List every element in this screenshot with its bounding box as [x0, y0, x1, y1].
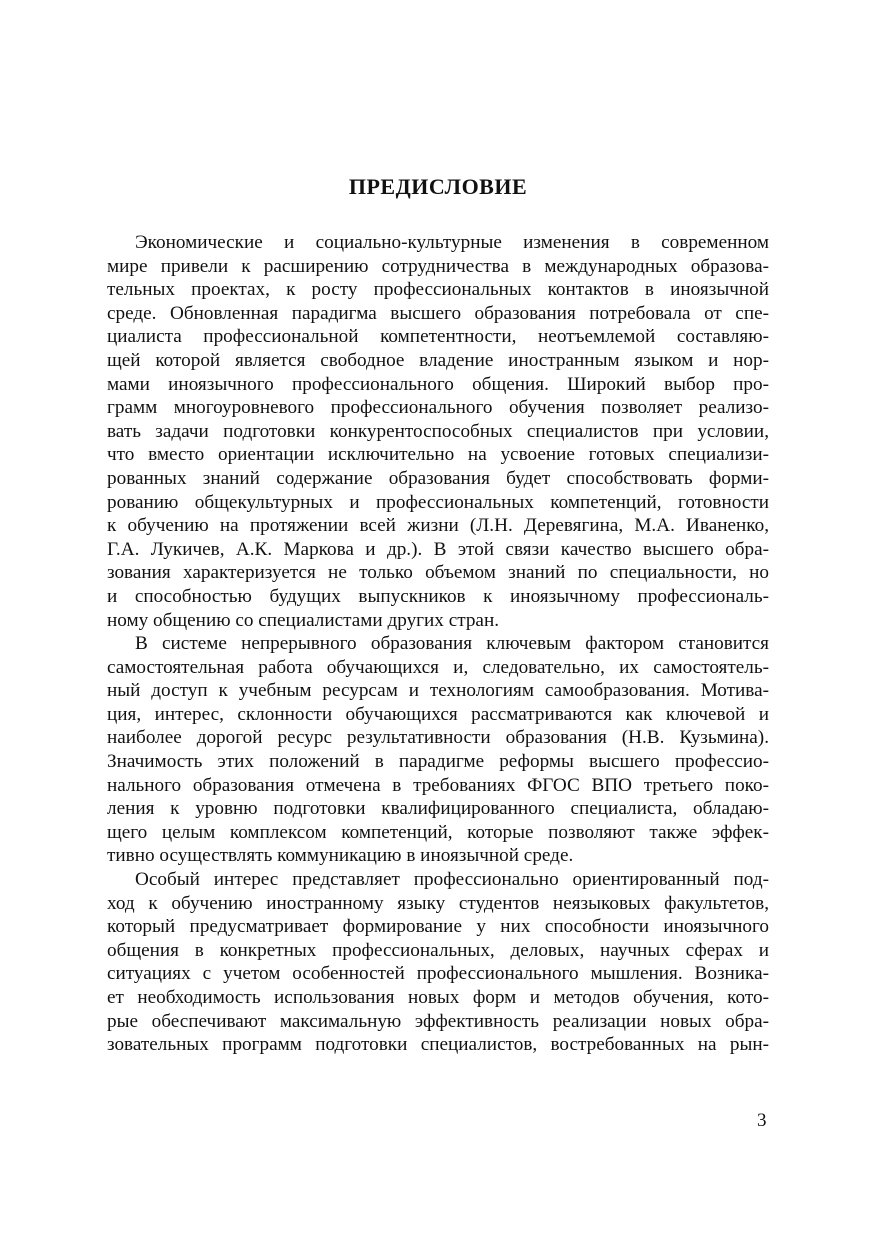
text-line: Экономические и социально-культурные изменения в современном: [135, 232, 769, 253]
text-line: мире привели к расширению сотрудничества в международных образова-: [107, 255, 769, 277]
page-title: ПРЕДИСЛОВИЕ: [348, 174, 528, 199]
text-line: ет необходимость использования новых форм и методов обучения, кото-: [107, 987, 769, 1008]
text-line: нального образования отмечена в требованиях ФГОС ВПО третьего поко-: [107, 774, 769, 796]
text-line: зовательных программ подготовки специалистов, востребованных на рын-: [107, 1034, 769, 1056]
text-line: тельных проектах, к росту профессиональных контактов в иноязычной: [107, 279, 769, 301]
text-line: самостоятельная работа обучающихся и, следовательно, их самостоятель-: [107, 656, 769, 678]
text-line: Г.А. Лукичев, А.К. Маркова и др.). В этой связи качество высшего обра-: [107, 538, 769, 560]
text-line: щей которой является свободное владение иностранным языком и нор-: [107, 349, 769, 371]
text-line: ход к обучению иностранному языку студентов неязыковых факультетов,: [107, 892, 769, 914]
text-line: к обучению на протяжении всей жизни (Л.Н. Деревягина, М.А. Иваненко,: [107, 515, 769, 537]
text-line: рые обеспечивают максимальную эффективность реализации новых обра-: [107, 1010, 769, 1032]
text-line: наиболее дорогой ресурс результативности образования (Н.В. Кузьмина).: [107, 727, 769, 749]
text-line: который предусматривает формирование у них способности иноязычного: [107, 916, 769, 938]
text-line: щего целым комплексом компетенций, которые позволяют также эффек-: [107, 821, 769, 843]
text-line: рованию общекультурных и профессиональных компетенций, готовности: [107, 491, 769, 513]
paragraph: [107, 868, 769, 1057]
text-line: рованных знаний содержание образования будет способствовать форми-: [107, 467, 769, 489]
paragraph: [107, 231, 769, 632]
text-line: и способностью будущих выпускников к иноязычному профессиональ-: [107, 585, 769, 607]
text-line: грамм многоуровневого профессионального обучения позволяет реализо-: [107, 397, 769, 419]
text-line: ному общению со специалистами других стран.: [107, 609, 500, 631]
text-line: ный доступ к учебным ресурсам и технологиям самообразования. Мотива-: [107, 680, 769, 702]
page-number: 3: [757, 1110, 767, 1131]
text-line: ситуациях с учетом особенностей профессионального мышления. Возника-: [107, 963, 769, 985]
text-line: Особый интерес представляет профессионально ориентированный под-: [135, 869, 769, 891]
text-line: тивно осуществлять коммуникацию в иноязычной среде.: [107, 845, 574, 867]
text-line: что вместо ориентации исключительно на усвоение готовых специализи-: [107, 444, 769, 466]
text-line: ция, интерес, склонности обучающихся рассматриваются как ключевой и: [107, 703, 769, 725]
text-line: ления к уровню подготовки квалифицированного специалиста, обладаю-: [107, 798, 769, 820]
text-line: В системе непрерывного образования ключевым фактором становится: [135, 633, 769, 655]
text-line: мами иноязычного профессионального общения. Широкий выбор про-: [107, 373, 769, 395]
text-line: среде. Обновленная парадигма высшего образования потребовала от спе-: [107, 302, 769, 324]
text-line: циалиста профессиональной компетентности, неотъемлемой составляю-: [107, 326, 769, 348]
text-line: вать задачи подготовки конкурентоспособных специалистов при условии,: [107, 420, 769, 442]
text-line: зования характеризуется не только объемом знаний по специальности, но: [107, 562, 769, 584]
text-line: общения в конкретных профессиональных, деловых, научных сферах и: [107, 939, 769, 961]
paragraph: [107, 632, 769, 868]
body-text: [107, 231, 769, 1057]
text-line: Значимость этих положений в парадигме реформы высшего профессио-: [107, 751, 769, 773]
